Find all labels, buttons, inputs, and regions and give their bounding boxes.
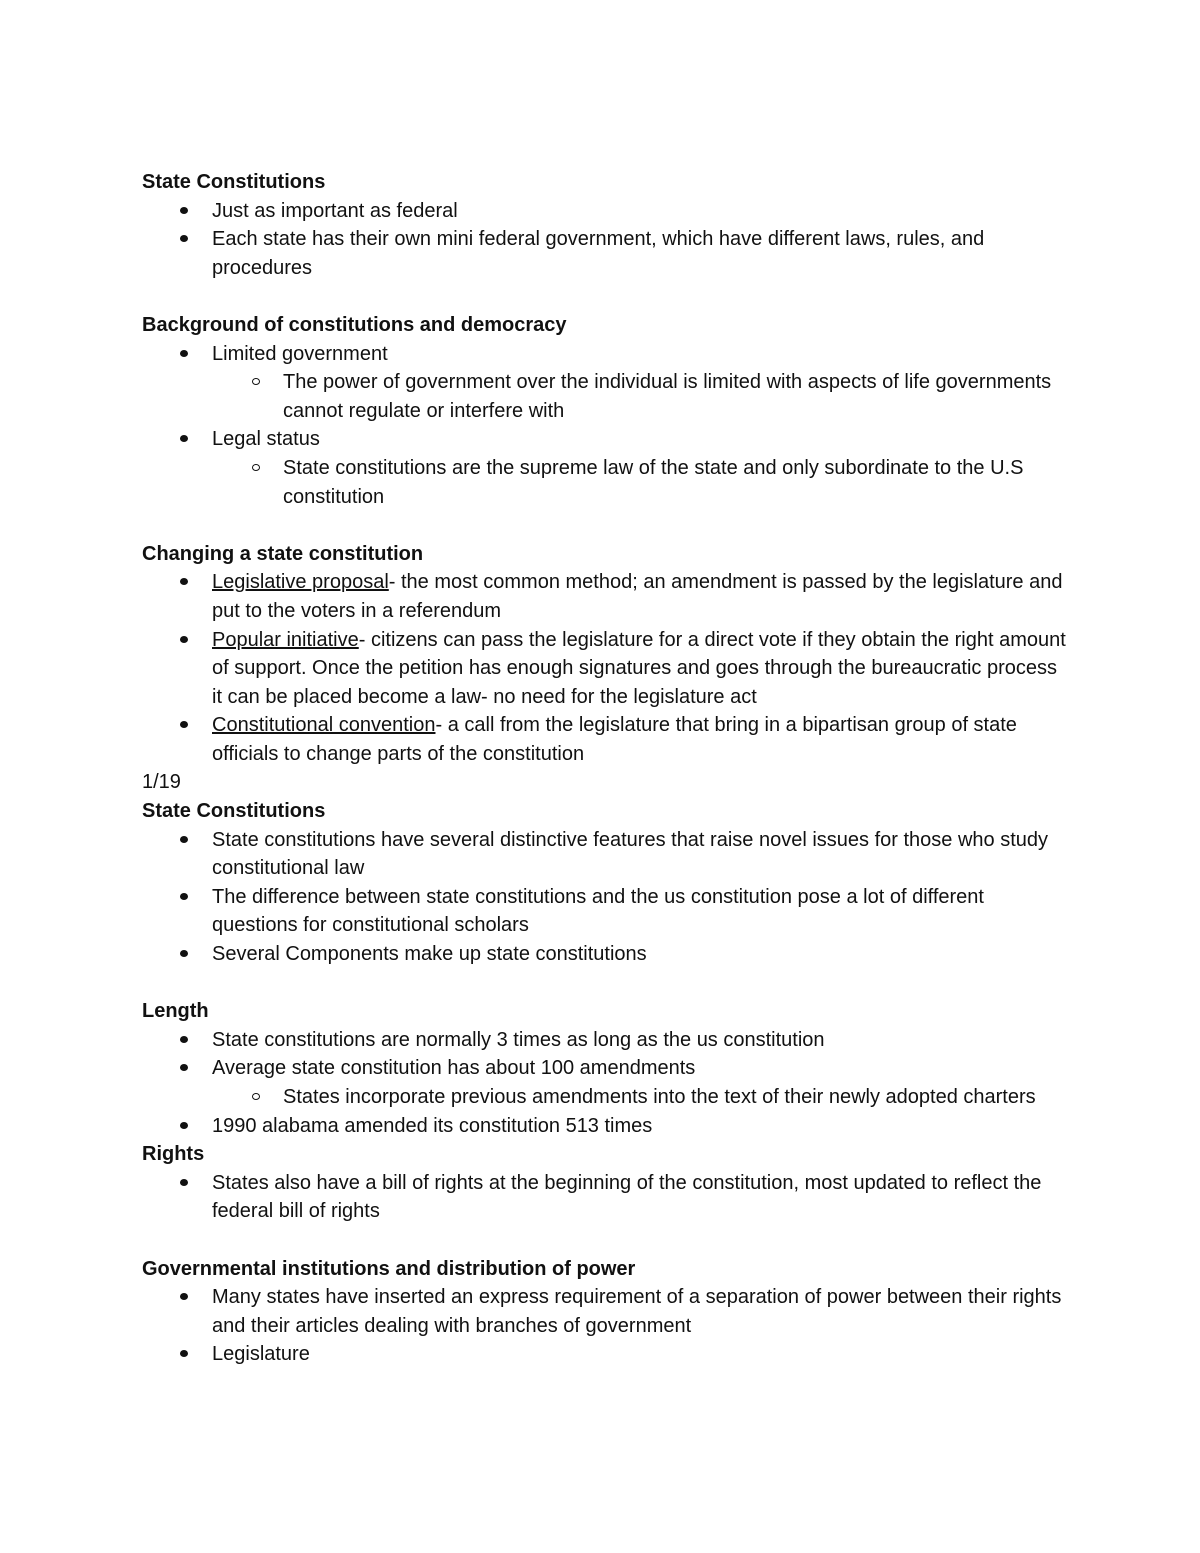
list-item: State constitutions have several distinctive features that raise novel issues for those who study constitutional law [212,826,1072,883]
date-label: 1/19 [142,771,181,794]
section-heading: State Constitutions [142,800,326,823]
bullet-list [142,1026,1072,1140]
sub-list-item: The power of government over the individual is limited with aspects of life governments cannot regulate or interfere with [283,368,1072,425]
document-page [142,168,1072,1369]
section-heading: Governmental institutions and distribution of power [142,1257,636,1280]
sub-bullet-list [212,1083,1072,1112]
term-definition: - a call from the legislature that bring in a bipartisan group of state officials to change parts of the constitution [212,714,1017,765]
sub-bullet-list [212,368,1072,425]
bullet-list [142,1283,1072,1369]
bullet-list [142,826,1072,969]
section-heading: Rights [142,1143,205,1166]
list-item: 1990 alabama amended its constitution 513 times [212,1112,1072,1141]
term-underlined: Constitutional convention [212,714,436,737]
bullet-list [142,197,1072,283]
list-item: The difference between state constitutions and the us constitution pose a lot of different questions for constitutional scholars [212,883,1072,940]
list-item-text: Average state constitution has about 100 amendments [212,1057,696,1080]
sub-bullet-list [212,454,1072,511]
bullet-list [142,340,1072,512]
list-item [212,425,1072,511]
bullet-list [142,1169,1072,1226]
section-heading: Background of constitutions and democracy [142,313,567,336]
list-item [212,568,1072,625]
list-item [212,1054,1072,1111]
list-item: State constitutions are normally 3 times as long as the us constitution [212,1026,1072,1055]
list-item: Just as important as federal [212,197,1072,226]
list-item [212,626,1072,712]
list-item: Each state has their own mini federal government, which have different laws, rules, and procedures [212,225,1072,282]
list-item: Legislature [212,1340,1072,1369]
term-definition: - citizens can pass the legislature for a direct vote if they obtain the right amount of support. Once the petition has enough signatures and goes through the bureaucratic process it can be placed become a law- no need for the legislature act [212,628,1066,708]
list-item [212,711,1072,768]
sub-list-item: States incorporate previous amendments into the text of their newly adopted charters [283,1083,1072,1112]
list-item-text: Limited government [212,342,388,365]
term-definition: - the most common method; an amendment is passed by the legislature and put to the voters in a referendum [212,571,1063,622]
list-item: Many states have inserted an express requirement of a separation of power between their rights and their articles dealing with branches of government [212,1283,1072,1340]
list-item-text: Legal status [212,428,320,451]
section-heading: State Constitutions [142,171,326,193]
section-heading: Changing a state constitution [142,542,424,565]
term-underlined: Legislative proposal [212,571,389,594]
list-item [212,340,1072,426]
bullet-list [142,568,1072,768]
list-item: States also have a bill of rights at the beginning of the constitution, most updated to reflect the federal bill of rights [212,1169,1072,1226]
list-item: Several Components make up state constitutions [212,940,1072,969]
sub-list-item: State constitutions are the supreme law of the state and only subordinate to the U.S constitution [283,454,1072,511]
term-underlined: Popular initiative [212,628,359,651]
section-heading: Length [142,1000,209,1023]
